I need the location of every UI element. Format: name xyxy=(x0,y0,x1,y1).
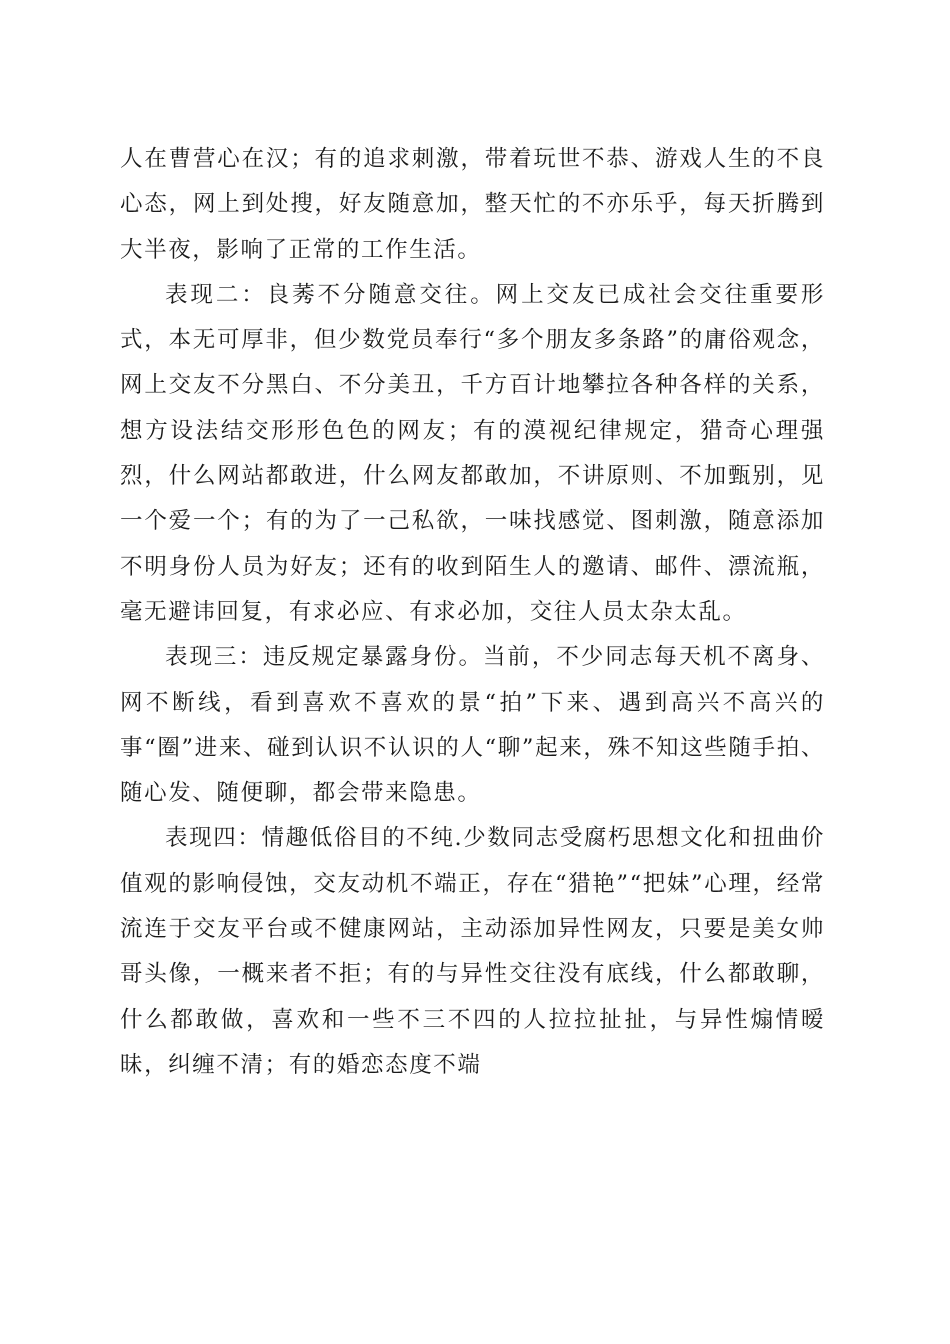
paragraph-performance-four: 表现四：情趣低俗目的不纯.少数同志受腐朽思想文化和扭曲价值观的影响侵蚀，交友动机不端正，存在“猎艳”“把妹”心理，经常流连于交友平台或不健康网站，主动添加异性网友，只要是美女帅哥头像，一概来者不拒；有的与异性交往没有底线，什么都敢聊，什么都敢做，喜欢和一些不三不四的人拉拉扯扯，与异性煽情暧昧，纠缠不清；有的婚恋态度不端 xyxy=(120,825,825,1078)
paragraph-continuation: 人在曹营心在汉；有的追求刺激，带着玩世不恭、游戏人生的不良心态，网上到处搜，好友随意加，整天忙的不亦乐乎，每天折腾到大半夜，影响了正常的工作生活。 xyxy=(120,146,825,263)
body-text xyxy=(120,137,825,1088)
paragraph-performance-two: 表现二：良莠不分随意交往。网上交友已成社会交往重要形式，本无可厚非，但少数党员奉行“多个朋友多条路”的庸俗观念，网上交友不分黑白、不分美丑，千方百计地攀拉各种各样的关系，想方设法结交形形色色的网友；有的漠视纪律规定，猎奇心理强烈，什么网站都敢进，什么网友都敢加，不讲原则、不加甄别，见一个爱一个；有的为了一己私欲，一味找感觉、图刺激，随意添加不明身份人员为好友；还有的收到陌生人的邀请、邮件、漂流瓶，毫无避讳回复，有求必应、有求必加，交往人员太杂太乱。 xyxy=(120,281,825,625)
paragraph-performance-three: 表现三：违反规定暴露身份。当前，不少同志每天机不离身、网不断线，看到喜欢不喜欢的景“拍”下来、遇到高兴不高兴的事“圈”进来、碰到认识不认识的人“聊”起来，殊不知这些随手拍、随心发、随便聊，都会带来隐患。 xyxy=(120,644,825,807)
